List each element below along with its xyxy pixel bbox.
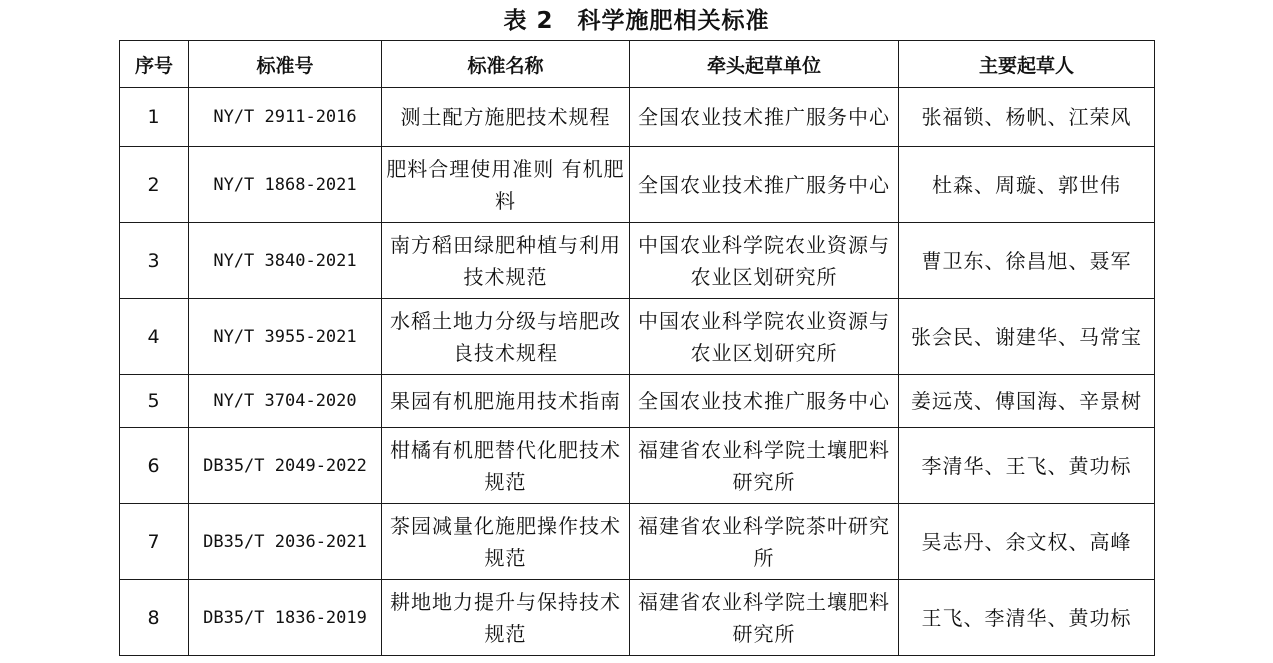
cell-org: 全国农业技术推广服务中心: [630, 147, 899, 223]
cell-no: 7: [120, 504, 189, 580]
cell-code: DB35/T 2049-2022: [189, 428, 382, 504]
cell-drafters: 曹卫东、徐昌旭、聂军: [899, 223, 1155, 299]
cell-drafters: 吴志丹、余文权、高峰: [899, 504, 1155, 580]
table-row: [120, 428, 1155, 504]
cell-no: 4: [120, 299, 189, 375]
table-row: [120, 299, 1155, 375]
cell-org: 中国农业科学院农业资源与农业区划研究所: [630, 223, 899, 299]
cell-name: 测土配方施肥技术规程: [382, 88, 630, 147]
cell-org: 全国农业技术推广服务中心: [630, 88, 899, 147]
cell-no: 3: [120, 223, 189, 299]
cell-name: 果园有机肥施用技术指南: [382, 375, 630, 428]
cell-name: 柑橘有机肥替代化肥技术规范: [382, 428, 630, 504]
table-header-row: [120, 41, 1155, 88]
cell-drafters: 李清华、王飞、黄功标: [899, 428, 1155, 504]
header-code: 标准号: [189, 41, 382, 88]
header-no: 序号: [120, 41, 189, 88]
cell-name: 茶园减量化施肥操作技术规范: [382, 504, 630, 580]
table-title: 表 2 科学施肥相关标准: [503, 8, 770, 34]
table-row: [120, 375, 1155, 428]
cell-org: 福建省农业科学院土壤肥料研究所: [630, 580, 899, 656]
cell-drafters: 张会民、谢建华、马常宝: [899, 299, 1155, 375]
cell-code: DB35/T 1836-2019: [189, 580, 382, 656]
cell-no: 1: [120, 88, 189, 147]
cell-code: NY/T 3704-2020: [189, 375, 382, 428]
cell-name: 肥料合理使用准则 有机肥料: [382, 147, 630, 223]
cell-org: 福建省农业科学院茶叶研究所: [630, 504, 899, 580]
cell-no: 8: [120, 580, 189, 656]
cell-no: 5: [120, 375, 189, 428]
cell-no: 2: [120, 147, 189, 223]
cell-code: NY/T 3840-2021: [189, 223, 382, 299]
standards-table: [119, 40, 1155, 656]
table-row: [120, 147, 1155, 223]
header-drafters: 主要起草人: [899, 41, 1155, 88]
cell-no: 6: [120, 428, 189, 504]
cell-name: 水稻土地力分级与培肥改良技术规程: [382, 299, 630, 375]
cell-code: NY/T 1868-2021: [189, 147, 382, 223]
header-org: 牵头起草单位: [630, 41, 899, 88]
cell-org: 全国农业技术推广服务中心: [630, 375, 899, 428]
cell-drafters: 王飞、李清华、黄功标: [899, 580, 1155, 656]
cell-drafters: 姜远茂、傅国海、辛景树: [899, 375, 1155, 428]
cell-code: NY/T 3955-2021: [189, 299, 382, 375]
cell-org: 福建省农业科学院土壤肥料研究所: [630, 428, 899, 504]
cell-name: 耕地地力提升与保持技术规范: [382, 580, 630, 656]
cell-drafters: 张福锁、杨帆、江荣风: [899, 88, 1155, 147]
cell-org: 中国农业科学院农业资源与农业区划研究所: [630, 299, 899, 375]
cell-code: DB35/T 2036-2021: [189, 504, 382, 580]
table-row: [120, 580, 1155, 656]
table-row: [120, 223, 1155, 299]
cell-name: 南方稻田绿肥种植与利用技术规范: [382, 223, 630, 299]
table-row: [120, 504, 1155, 580]
cell-drafters: 杜森、周璇、郭世伟: [899, 147, 1155, 223]
table-row: [120, 88, 1155, 147]
header-name: 标准名称: [382, 41, 630, 88]
cell-code: NY/T 2911-2016: [189, 88, 382, 147]
